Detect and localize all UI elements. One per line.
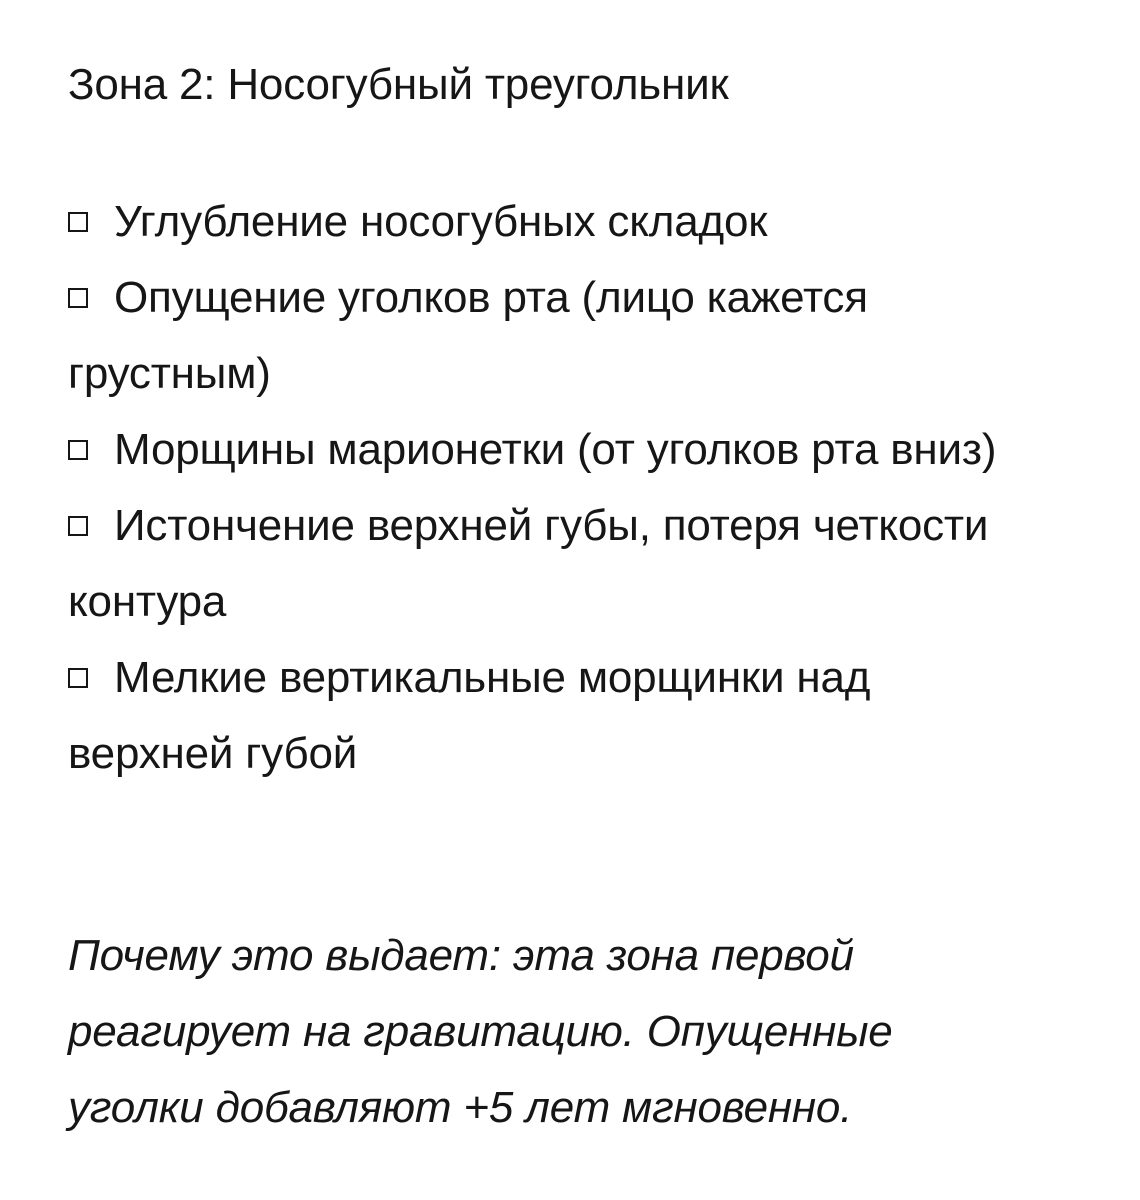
checkbox-icon[interactable]: [68, 440, 88, 460]
section-heading: Зона 2: Носогубный треугольник: [68, 60, 729, 109]
checkbox-icon[interactable]: [68, 516, 88, 536]
explanation-note: Почему это выдает: эта зона первой реагирует на гравитацию. Опущенные уголки добавляют +5 лет мгновенно.: [68, 931, 893, 1132]
checklist-item: [68, 184, 1028, 260]
checkbox-icon[interactable]: [68, 288, 88, 308]
checklist-item: [68, 412, 1028, 488]
checklist-item: [68, 640, 1028, 792]
checkbox-icon[interactable]: [68, 212, 88, 232]
checklist-item-text: Мелкие вертикальные морщинки над верхней губой: [68, 653, 871, 778]
checklist-item-text: Углубление носогубных складок: [114, 197, 768, 246]
checklist-item-text: Морщины марионетки (от уголков рта вниз): [114, 425, 997, 474]
symptom-checklist: [68, 184, 1028, 792]
checklist-item-text: Истончение верхней губы, потеря четкости контура: [68, 501, 989, 626]
checklist-item: [68, 260, 1028, 412]
checklist-item-text: Опущение уголков рта (лицо кажется грустным): [68, 273, 868, 398]
checkbox-icon[interactable]: [68, 668, 88, 688]
checklist-item: [68, 488, 1028, 640]
